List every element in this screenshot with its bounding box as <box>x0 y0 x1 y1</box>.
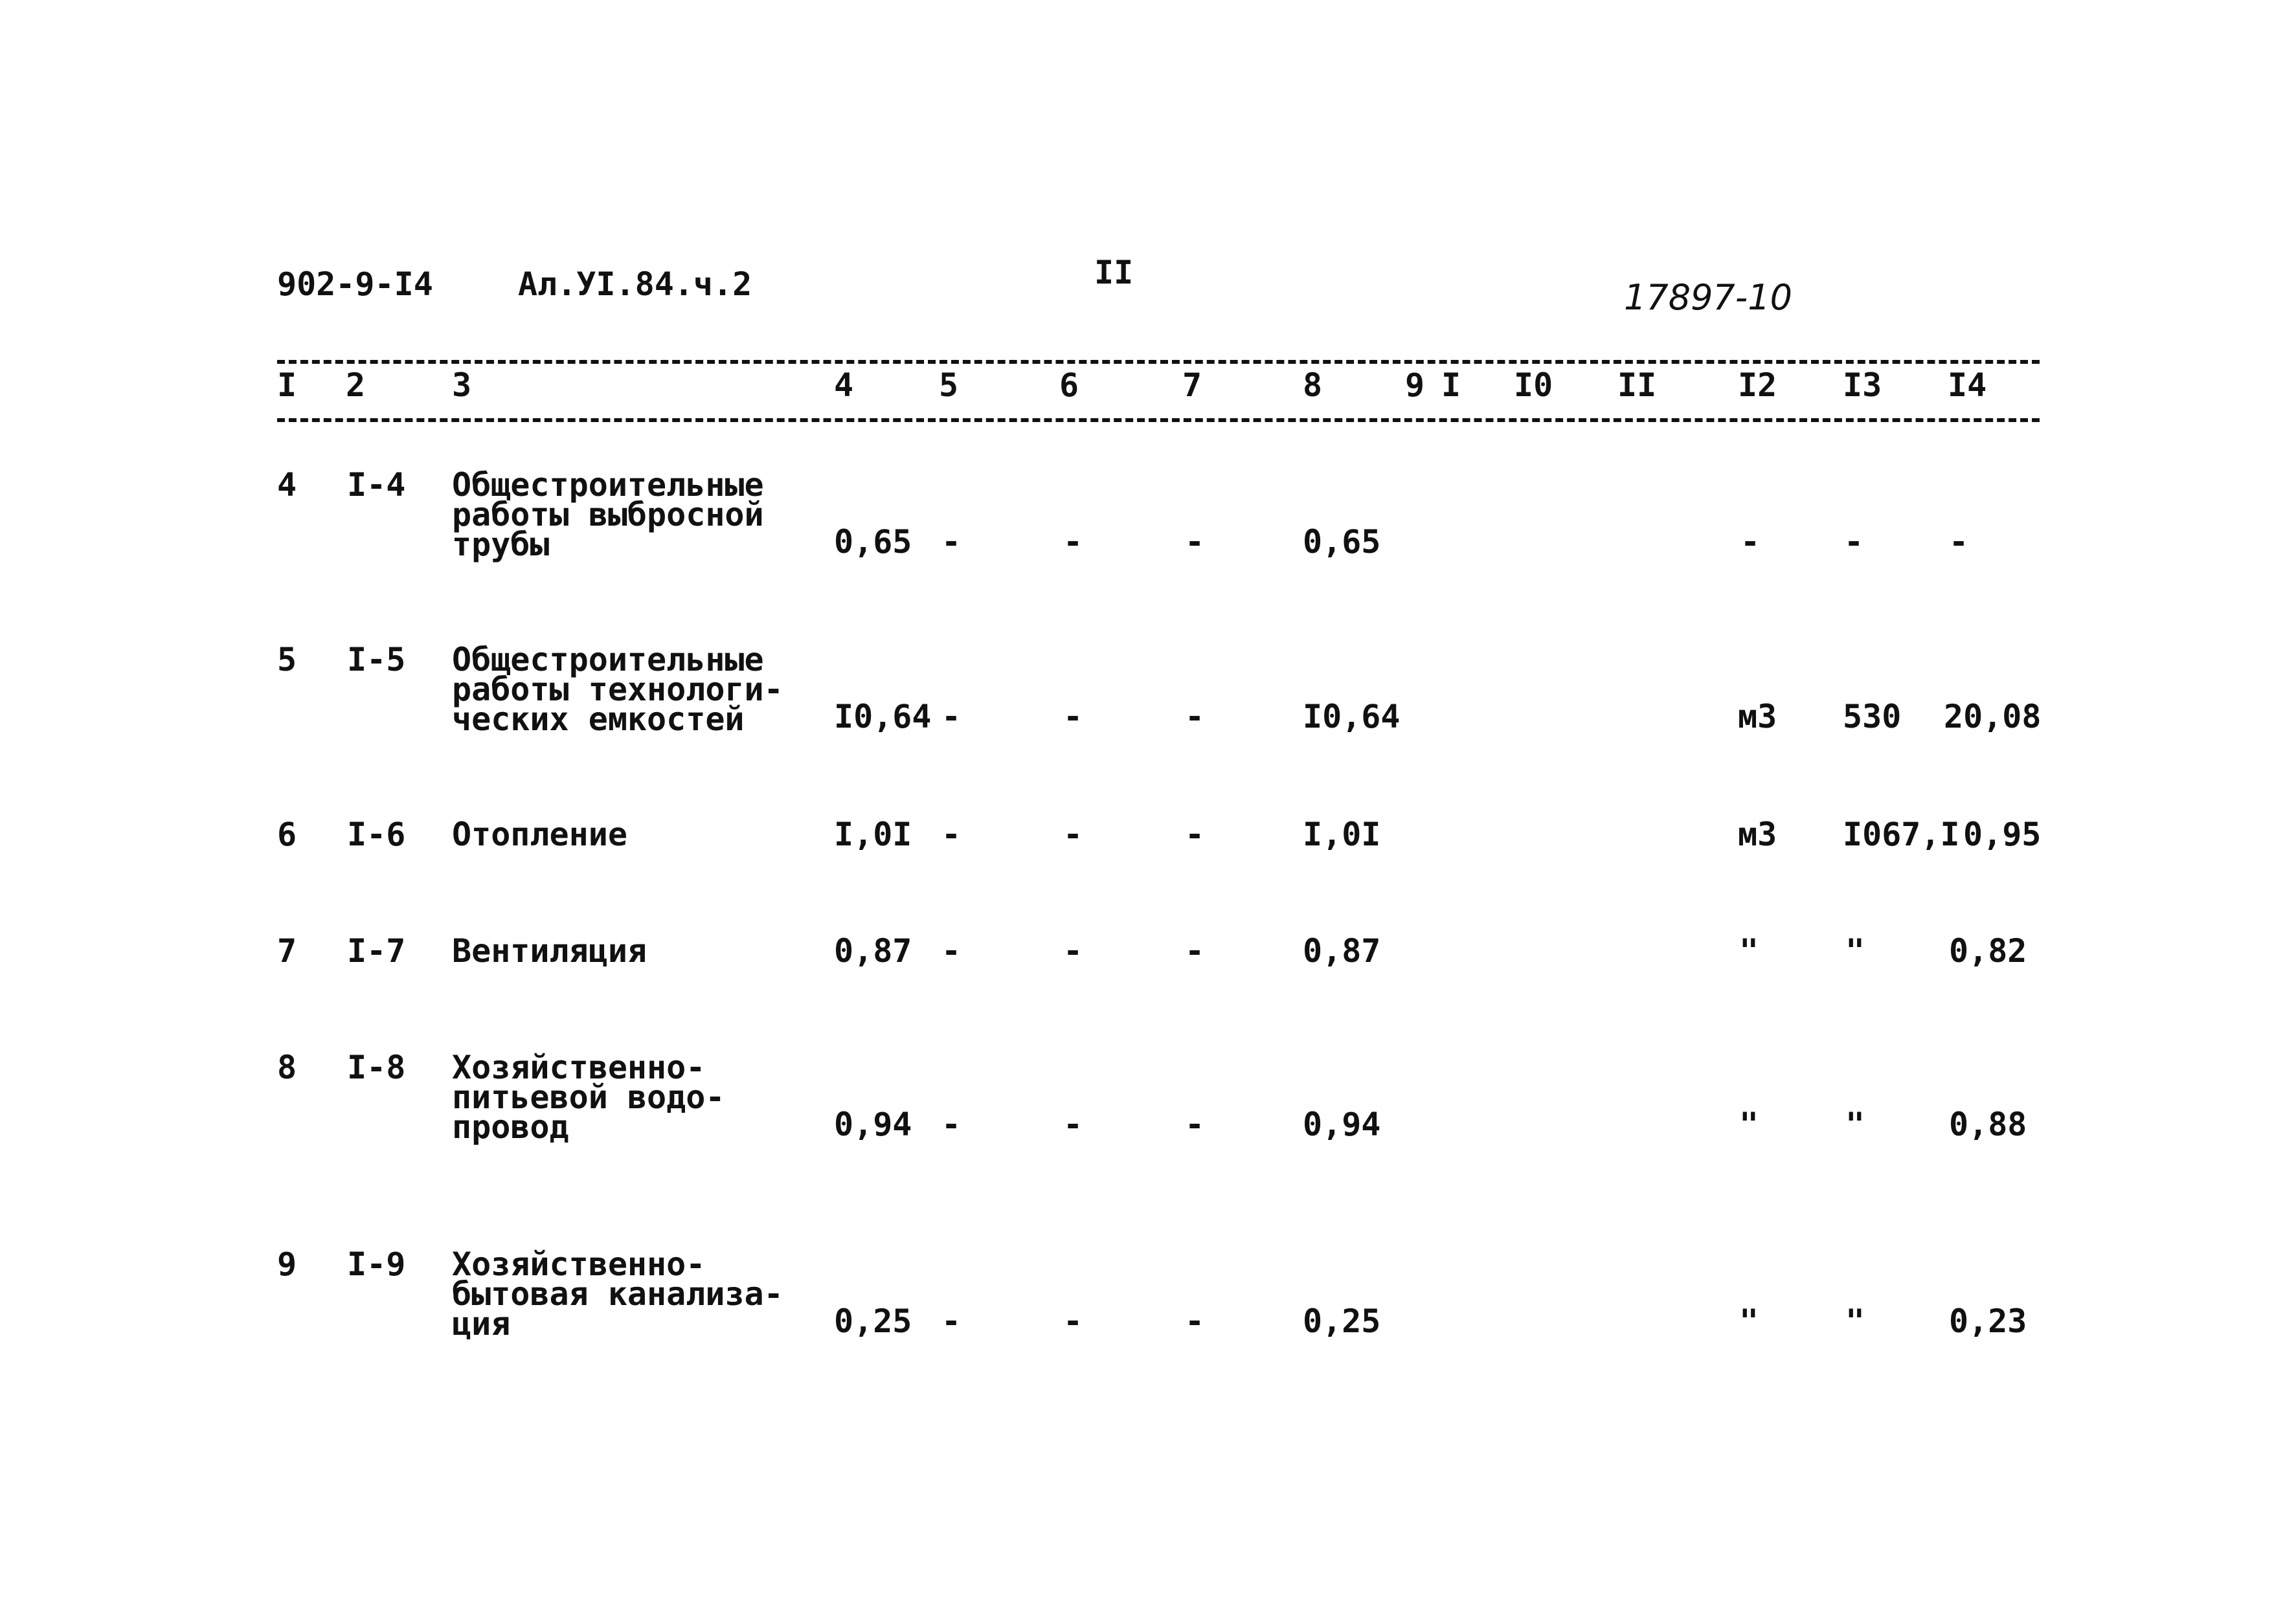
cell-col5: - <box>941 932 962 970</box>
row-code: I-6 <box>347 816 406 853</box>
cell-col5: - <box>941 523 962 561</box>
doc-code: 902-9-I4 <box>277 265 433 303</box>
page-number: II <box>1094 254 1134 291</box>
cell-col5: - <box>941 698 962 735</box>
album-reference: Ал.УI.84.ч.2 <box>518 265 752 303</box>
cell-col4: 0,87 <box>834 932 912 970</box>
table-row <box>0 1049 2296 1182</box>
cell-col8: I0,64 <box>1303 698 1401 735</box>
cell-col13: " <box>1845 1106 1865 1143</box>
col-header: 5 <box>939 366 959 404</box>
cell-col4: I0,64 <box>834 698 932 735</box>
cell-col6: - <box>1063 523 1083 561</box>
cell-col4: I,0I <box>834 816 912 853</box>
cell-col6: - <box>1063 932 1083 970</box>
row-description: Хозяйственно- питьевой водо- провод <box>452 1049 725 1146</box>
cell-col8: 0,94 <box>1303 1106 1381 1143</box>
col-header: I2 <box>1738 366 1777 404</box>
col-header: 4 <box>834 366 854 404</box>
cell-col5: - <box>941 1302 962 1340</box>
cell-col14: 0,82 <box>1949 932 2027 970</box>
cell-col14: 20,08 <box>1944 698 2042 735</box>
row-description: Вентиляция <box>452 932 647 970</box>
cell-col13: " <box>1845 1302 1865 1340</box>
table-row <box>0 641 2296 774</box>
header-top-rule <box>277 360 2040 364</box>
cell-col7: - <box>1185 1302 1205 1340</box>
row-code: I-9 <box>347 1245 406 1283</box>
col-header: I <box>277 366 297 404</box>
cell-col7: - <box>1185 698 1205 735</box>
row-number: 6 <box>277 816 297 853</box>
row-description: Хозяйственно- бытовая канализа- ция <box>452 1245 783 1343</box>
col-header: 6 <box>1059 366 1079 404</box>
cell-col8: 0,25 <box>1303 1302 1381 1340</box>
row-number: 7 <box>277 932 297 970</box>
cell-col12: м3 <box>1738 816 1777 853</box>
cell-col13: - <box>1844 523 1864 561</box>
table-row <box>0 466 2296 599</box>
cell-col4: 0,25 <box>834 1302 912 1340</box>
cell-col8: 0,65 <box>1303 523 1381 561</box>
cell-col6: - <box>1063 816 1083 853</box>
cell-col7: - <box>1185 816 1205 853</box>
cell-col4: 0,94 <box>834 1106 912 1143</box>
cell-col7: - <box>1185 523 1205 561</box>
row-description: Общестроительные работы технологи- ческих емкостей <box>452 641 783 738</box>
cell-col14: 0,95 <box>1963 816 2042 853</box>
cell-col14: 0,23 <box>1949 1302 2027 1340</box>
col-header: 7 <box>1182 366 1202 404</box>
cell-col5: - <box>941 816 962 853</box>
row-code: I-4 <box>347 466 406 504</box>
cell-col7: - <box>1185 1106 1205 1143</box>
cell-col12: - <box>1740 523 1761 561</box>
cell-col8: I,0I <box>1303 816 1381 853</box>
row-number: 5 <box>277 641 297 678</box>
cell-col12: м3 <box>1738 698 1777 735</box>
cell-col14: 0,88 <box>1949 1106 2027 1143</box>
cell-col8: 0,87 <box>1303 932 1381 970</box>
col-header: 2 <box>346 366 366 404</box>
cell-col6: - <box>1063 698 1083 735</box>
header-bottom-rule <box>277 418 2040 422</box>
col-header: I0 <box>1514 366 1553 404</box>
cell-col6: - <box>1063 1302 1083 1340</box>
col-header: I3 <box>1843 366 1882 404</box>
col-header: I4 <box>1948 366 1987 404</box>
table-row <box>0 1245 2296 1379</box>
cell-col4: 0,65 <box>834 523 912 561</box>
row-description: Отопление <box>452 816 627 853</box>
row-description: Общестроительные работы выбросной трубы <box>452 466 764 563</box>
col-header: 9 <box>1405 366 1425 404</box>
col-header: II <box>1617 366 1657 404</box>
table-row <box>0 816 2296 949</box>
cell-col13: " <box>1845 932 1865 970</box>
row-number: 4 <box>277 466 297 504</box>
cell-col12: " <box>1739 1302 1759 1340</box>
inventory-number: 17897-10 <box>1624 277 1792 318</box>
cell-col6: - <box>1063 1106 1083 1143</box>
cell-col12: " <box>1739 932 1759 970</box>
col-header: 3 <box>452 366 472 404</box>
cell-col13: I067,I <box>1843 816 1960 853</box>
table-row <box>0 932 2296 1066</box>
col-header: I <box>1441 366 1461 404</box>
row-number: 9 <box>277 1245 297 1283</box>
col-header: 8 <box>1303 366 1323 404</box>
row-code: I-7 <box>347 932 406 970</box>
row-code: I-5 <box>347 641 406 678</box>
cell-col12: " <box>1739 1106 1759 1143</box>
row-number: 8 <box>277 1049 297 1086</box>
row-code: I-8 <box>347 1049 406 1086</box>
cell-col7: - <box>1185 932 1205 970</box>
cell-col14: - <box>1949 523 1969 561</box>
cell-col5: - <box>941 1106 962 1143</box>
cell-col13: 530 <box>1843 698 1902 735</box>
